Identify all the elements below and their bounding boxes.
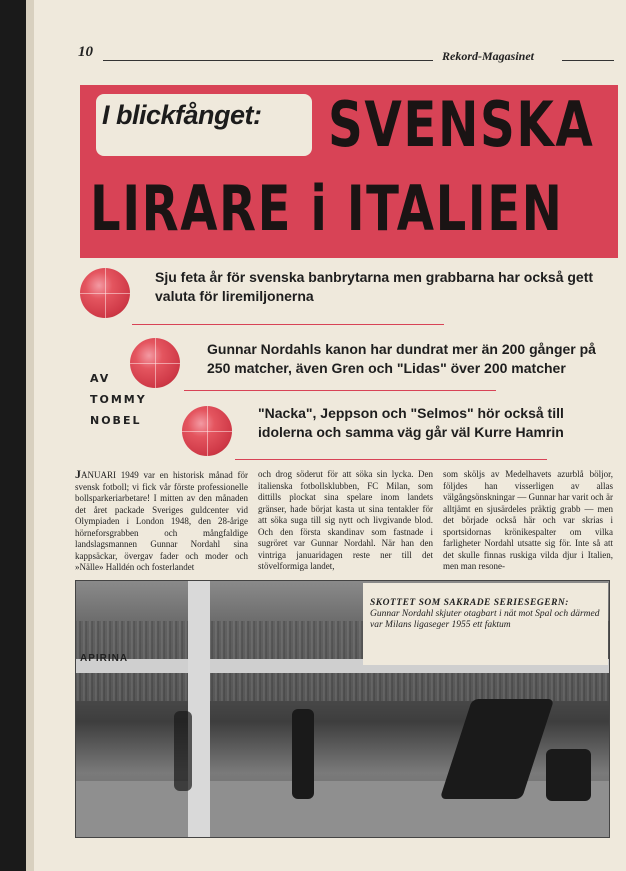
football-icon [182,406,232,456]
deck-3: "Nacka", Jeppson och "Selmos" hör också till idolerna och samma väg går väl Kurre Hamrin [258,405,564,440]
byline-av: AV [90,372,111,385]
page-number: 10 [78,44,93,60]
byline-last: NOBEL [90,414,142,427]
headline-tag: I blickfånget: [102,100,262,130]
article-column-1 [75,469,248,574]
photo-caption [370,598,606,631]
photo-pitch [76,781,609,837]
caption-text: Gunnar Nordahl skjuter otagbart i nät mot Spal och därmed var Milans ligaseger 1955 ett faktum [370,609,600,630]
deck-divider [184,390,496,391]
photo-player [292,709,314,799]
deck-1: Sju feta år för svenska banbrytarna men grabbarna har också gett valuta för liremiljonerna [155,269,594,304]
deck-2: Gunnar Nordahls kanon har dundrat mer än 200 gånger på 250 matcher, även Gren och "Lidas" över 200 matcher [207,341,596,376]
caption-title: SKOTTET SOM SAKRADE SERIESEGERN: [370,598,569,608]
photo-player [174,711,192,791]
deck-divider [132,324,444,325]
photo-billboard-text: APIRINA [80,653,129,664]
headline-line2: LIRARE i ITALIEN [90,172,564,245]
article-column-3: som sköljs av Medelhavets azurblå böljor, följdes han visserligen av allas välgångsönskningar — Gunnar har varit och är alltjämt en sjusärdeles präktig grabb — men det började också här och var skrias i sportsidornas krönikespalter om vilka farligheter Nordahl utsatte sig för. Inte så att det skulle finnas ruskiga vilda djur i Italien, men man resone- [443,469,613,571]
photo-goalkeeper [546,749,591,801]
byline-first: TOMMY [90,393,147,406]
header-rule [103,60,433,61]
article-text-1: ANUARI 1949 var en historisk månad för svensk fotboll; vi fick vår förste professionelle bollsparkeriarbetare! I mitten av den månaden det året packade Sveriges guldcenter vid Olympiaden i London 1948, den 28-årige hörneforsgrabben och mångfaldige landslagsmannen Gunnar Nordahl sina kappsäckar, övergav fader och moder och »Nälle» Halldén och fosterlandet [75,470,248,572]
football-icon [130,338,180,388]
drop-cap: J [75,467,81,481]
deck-divider [235,459,547,460]
magazine-title: Rekord-Magasinet [442,49,535,63]
page-edge [26,0,34,871]
football-icon [80,268,130,318]
article-column-2: och drog söderut för att söka sin lycka. Den italienska fotbollsklubben, FC Milan, som dittills plockat sina spelare inom landets gränser, hade börjat kasta ut sina tentakler för att söka suga till sig nytt och livgivande blod. Och den första skandinav som fastnade i sugröret var Gunnar Nordahl. När han den vintriga januaridagen reste ner till det stövelformiga landet, [258,469,433,571]
photo-goalpost [188,581,210,837]
header-rule-right [562,60,614,61]
headline-line1: SVENSKA [328,88,595,161]
